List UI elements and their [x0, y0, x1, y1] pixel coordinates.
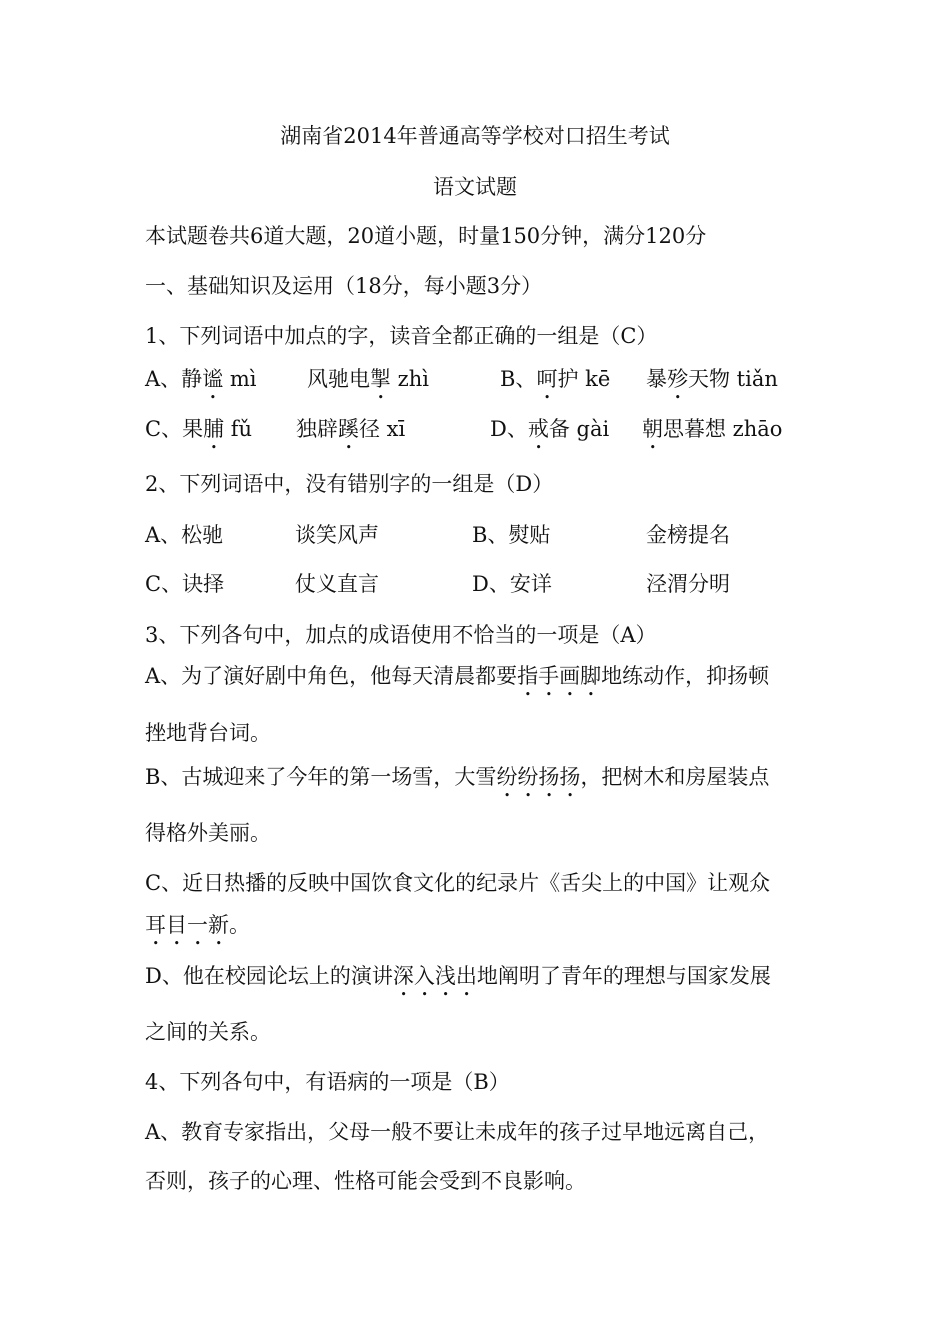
q3-option-c-line1: C、近日热播的反映中国饮食文化的纪录片《舌尖上的中国》让观众 — [145, 871, 771, 895]
q2-option-a-2: 谈笑风声 — [295, 523, 379, 547]
q2-option-b-1: B、熨贴 — [472, 523, 551, 547]
q2-option-b-2: 金榜提名 — [646, 523, 730, 547]
q1-option-c-1: C、果脯 fǔ — [145, 417, 253, 441]
q1-option-d-1: D、戒备 gài — [490, 417, 610, 441]
page-title: 湖南省2014年普通高等学校对口招生考试 — [280, 124, 670, 148]
q3-option-a-line2: 挫地背台词。 — [145, 721, 271, 745]
q3-option-b-line1: B、古城迎来了今年的第一场雪，大雪纷纷扬扬，把树木和房屋装点 — [145, 765, 770, 789]
q1-option-a-2: 风驰电掣 zhì — [307, 367, 429, 391]
page-subtitle: 语文试题 — [433, 175, 517, 199]
q2-option-c-1: C、诀择 — [145, 572, 225, 596]
q2-option-c-2: 仗义直言 — [295, 572, 379, 596]
q1-option-a-1: A、静谧 mì — [145, 367, 257, 391]
question-2-stem: 2、下列词语中，没有错别字的一组是（D） — [145, 472, 554, 496]
q3-option-d-line1: D、他在校园论坛上的演讲深入浅出地阐明了青年的理想与国家发展 — [145, 964, 771, 988]
q4-option-a-line2: 否则，孩子的心理、性格可能会受到不良影响。 — [145, 1169, 586, 1193]
q1-option-b-1: B、呵护 kē — [500, 367, 611, 391]
q4-option-a-line1: A、教育专家指出，父母一般不要让未成年的孩子过早地远离自己， — [145, 1120, 770, 1144]
q1-option-d-2: 朝思暮想 zhāo — [642, 417, 783, 441]
q3-option-a-line1: A、为了演好剧中角色，他每天清晨都要指手画脚地练动作，抑扬顿 — [145, 664, 770, 688]
question-4-stem: 4、下列各句中，有语病的一项是（B） — [145, 1070, 510, 1094]
q1-option-b-2: 暴殄天物 tiǎn — [646, 367, 778, 391]
q3-option-c-line2: 耳目一新。 — [145, 913, 250, 937]
q2-option-d-1: D、安详 — [472, 572, 552, 596]
q3-option-d-line2: 之间的关系。 — [145, 1020, 271, 1044]
section-heading: 一、基础知识及运用（18分，每小题3分） — [145, 274, 543, 298]
exam-intro: 本试题卷共6道大题，20道小题，时量150分钟，满分120分 — [145, 224, 707, 248]
question-1-stem: 1、下列词语中加点的字，读音全都正确的一组是（C） — [145, 324, 658, 348]
q3-option-b-line2: 得格外美丽。 — [145, 821, 271, 845]
q2-option-d-2: 泾渭分明 — [646, 572, 730, 596]
q2-option-a-1: A、松驰 — [145, 523, 224, 547]
question-3-stem: 3、下列各句中，加点的成语使用不恰当的一项是（A） — [145, 623, 657, 647]
q1-option-c-2: 独辟蹊径 xī — [296, 417, 406, 441]
